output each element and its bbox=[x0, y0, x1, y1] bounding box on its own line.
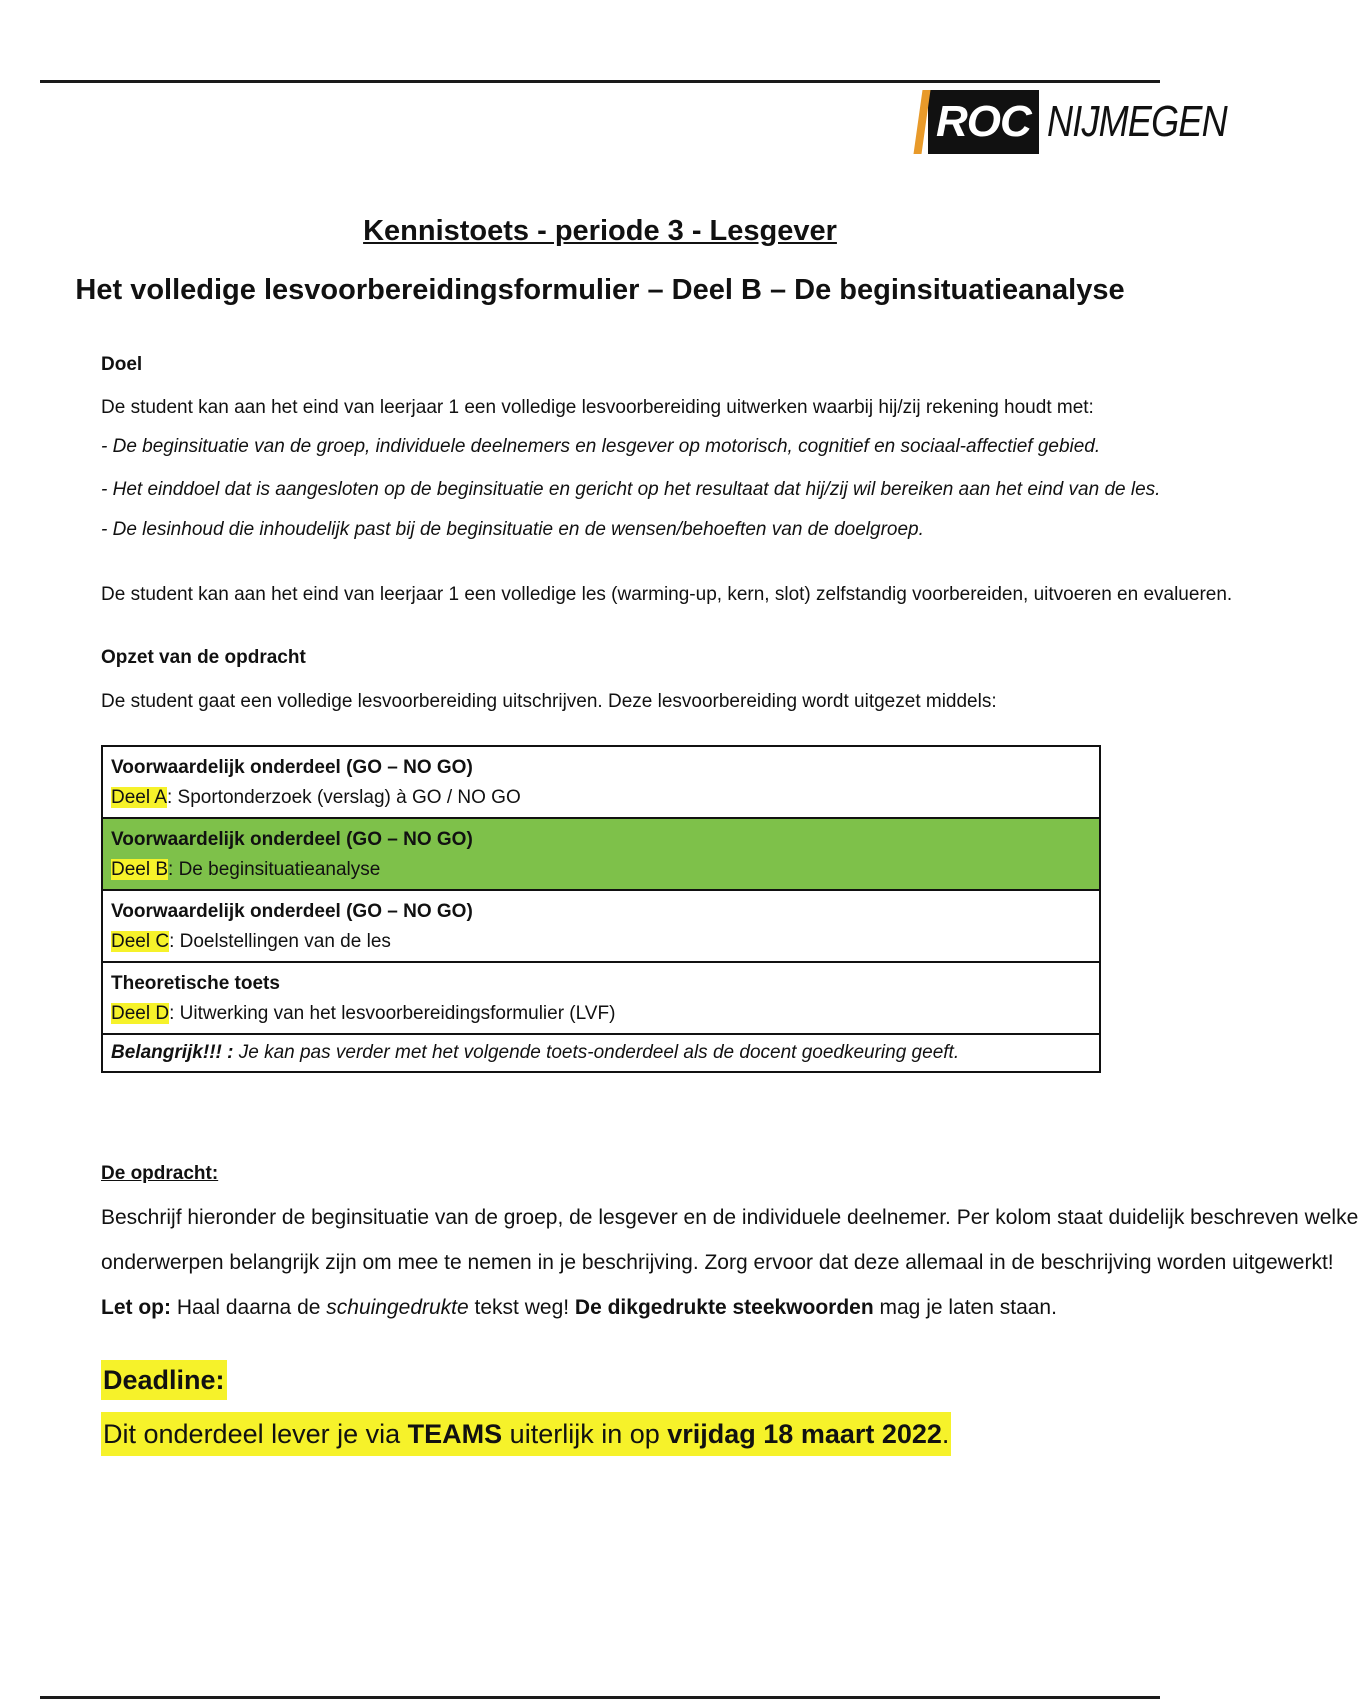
opdracht-heading: De opdracht: bbox=[101, 1163, 219, 1184]
table-row bbox=[103, 963, 1099, 1035]
doel-bullet-2: - Het einddoel dat is aangesloten op de beginsituatie en gericht op het resultaat dat hij/zij wil bereiken aan het eind van de les. bbox=[101, 479, 1161, 500]
row-title: Voorwaardelijk onderdeel (GO – NO GO) bbox=[111, 757, 473, 778]
deel-label: Deel B bbox=[111, 859, 169, 880]
opdracht-line-1: Beschrijf hieronder de beginsituatie van de groep, de lesgever en de individuele deelnemer. Per kolom staat duidelijk beschreven welke bbox=[101, 1206, 1358, 1229]
row-detail: Deel A: Sportonderzoek (verslag) à GO / NO GO bbox=[111, 787, 521, 808]
roc-nijmegen-logo bbox=[918, 89, 1266, 155]
bottom-rule bbox=[40, 1696, 1160, 1699]
onderdelen-table bbox=[101, 745, 1101, 1073]
doel-second: De student kan aan het eind van leerjaar 1 een volledige les (warming-up, kern, slot) zelfstandig voorbereiden, uitvoeren en evalueren. bbox=[101, 584, 1233, 605]
opzet-heading: Opzet van de opdracht bbox=[101, 647, 306, 668]
doel-intro: De student kan aan het eind van leerjaar 1 een volledige lesvoorbereiding uitwerken waarbij hij/zij rekening houdt met: bbox=[101, 397, 1094, 418]
table-row-active bbox=[103, 819, 1099, 891]
document-title: Kennistoets - periode 3 - Lesgever bbox=[363, 215, 837, 247]
table-row bbox=[103, 747, 1099, 819]
doel-heading: Doel bbox=[101, 354, 143, 375]
note-text: Je kan pas verder met het volgende toets-onderdeel als de docent goedkeuring geeft. bbox=[233, 1042, 960, 1063]
row-detail: Deel B: De beginsituatieanalyse bbox=[111, 859, 381, 880]
row-title: Voorwaardelijk onderdeel (GO – NO GO) bbox=[111, 829, 473, 850]
deadline-text: Dit onderdeel lever je via TEAMS uiterlijk in op vrijdag 18 maart 2022. bbox=[101, 1412, 951, 1456]
deel-label: Deel C bbox=[111, 931, 170, 952]
deadline-heading: Deadline: bbox=[101, 1360, 227, 1400]
row-title: Voorwaardelijk onderdeel (GO – NO GO) bbox=[111, 901, 473, 922]
opdracht-line-2: onderwerpen belangrijk zijn om mee te nemen in je beschrijving. Zorg ervoor dat deze allemaal in de beschrijving worden uitgewerkt! bbox=[101, 1251, 1334, 1274]
logo-roc-text: ROC bbox=[928, 90, 1039, 154]
row-detail: Deel C: Doelstellingen van de les bbox=[111, 931, 391, 952]
deel-label: Deel A bbox=[111, 787, 167, 808]
logo-nijmegen-text: NIJMEGEN bbox=[1046, 97, 1227, 146]
doel-bullet-1: - De beginsituatie van de groep, individuele deelnemers en lesgever op motorisch, cognitief en sociaal-affectief gebied. bbox=[101, 436, 1101, 457]
table-row bbox=[103, 891, 1099, 963]
note-label: Belangrijk!!! : bbox=[111, 1042, 234, 1063]
top-rule bbox=[40, 80, 1160, 83]
row-title: Theoretische toets bbox=[111, 973, 280, 994]
deel-label: Deel D bbox=[111, 1003, 170, 1024]
row-detail: Deel D: Uitwerking van het lesvoorbereidingsformulier (LVF) bbox=[111, 1003, 616, 1024]
opzet-text: De student gaat een volledige lesvoorbereiding uitschrijven. Deze lesvoorbereiding wordt uitgezet middels: bbox=[101, 691, 997, 712]
opdracht-line-3: Let op: Haal daarna de schuingedrukte tekst weg! De dikgedrukte steekwoorden mag je laten staan. bbox=[101, 1296, 1057, 1319]
doel-bullet-3: - De lesinhoud die inhoudelijk past bij de beginsituatie en de wensen/behoeften van de doelgroep. bbox=[101, 519, 924, 540]
document-subtitle: Het volledige lesvoorbereidingsformulier – Deel B – De beginsituatieanalyse bbox=[75, 274, 1125, 306]
table-note bbox=[103, 1035, 1099, 1071]
